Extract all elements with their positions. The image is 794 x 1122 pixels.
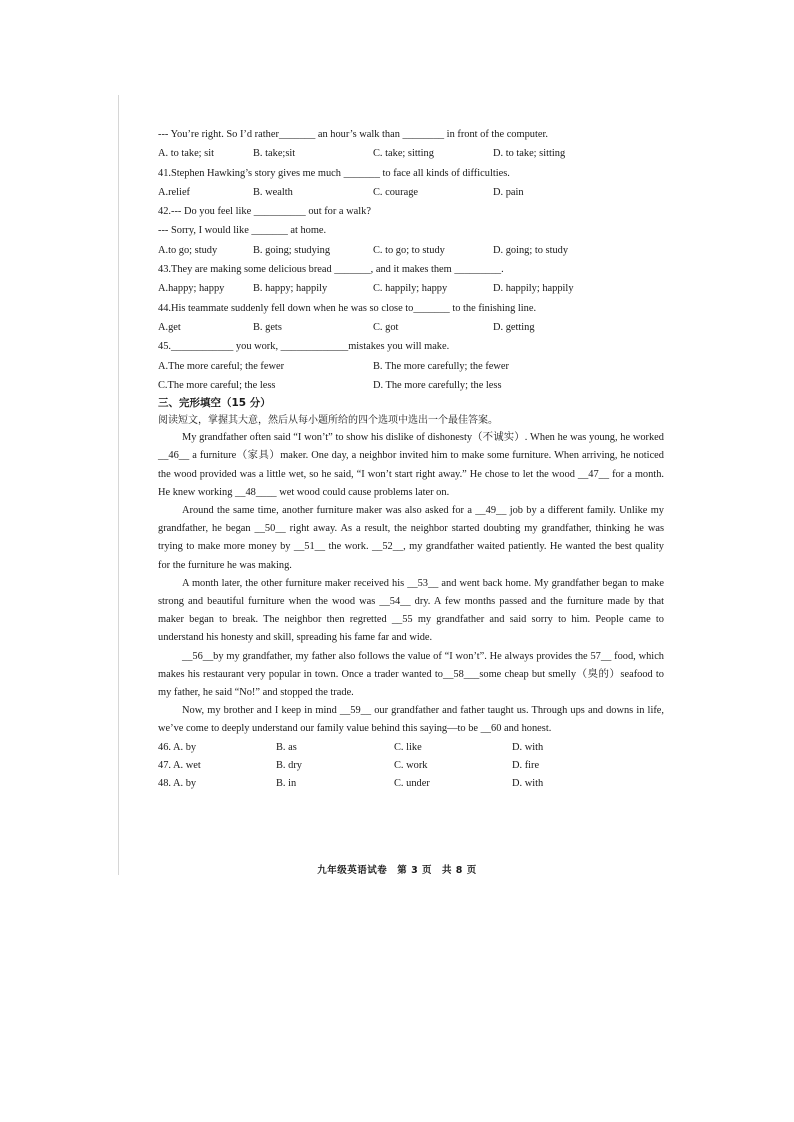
option-c: C.The more careful; the less	[158, 379, 276, 391]
answer-row-47	[158, 757, 664, 775]
answer-row-46	[158, 739, 664, 757]
option-b: B. gets	[253, 321, 282, 333]
option-d: D. to take; sitting	[493, 148, 566, 160]
question-43-options	[158, 279, 664, 298]
answer-48-b: B. in	[276, 777, 297, 789]
answer-48-c: C. under	[394, 777, 430, 789]
question-45-options-row1	[158, 357, 664, 376]
question-42-line2: --- Sorry, I would like _______ at home.	[158, 225, 327, 237]
question-40-line: --- You’re right. So I’d rather_______ an hour’s walk than ________ in front of the computer.	[158, 129, 548, 140]
option-a: A.get	[158, 321, 181, 333]
answer-46-a: 46. A. by	[158, 741, 197, 753]
passage-paragraph: __56__by my grandfather, my father also follows the value of “I won’t”. He always provides the 57__ food, which makes his restaurant very popular in town. Once a trader wanted to__58___some cheap but smelly（臭的）seafood to my father, he said “No!” and stopped the trade.	[158, 650, 664, 698]
question-44-stem: 44.His teammate suddenly fell down when he was so close to_______ to the finishing line.	[158, 302, 537, 314]
page-footer: 九年级英语试卷 第 3 页 共 8 页	[317, 865, 477, 876]
option-a: A.happy; happy	[158, 283, 225, 295]
option-b: B. happy; happily	[253, 283, 328, 295]
answer-46-b: B. as	[276, 741, 297, 753]
cloze-passage	[158, 429, 664, 738]
question-42-stem: 42.--- Do you feel like __________ out for a walk?	[158, 206, 371, 218]
option-d: D. The more carefully; the less	[373, 379, 502, 391]
answer-46-c: C. like	[394, 741, 422, 753]
option-a: A.relief	[158, 186, 191, 198]
option-a: A.The more careful; the fewer	[158, 360, 285, 372]
exam-page	[158, 125, 664, 793]
answer-47-d: D. fire	[512, 759, 540, 771]
option-c: C. happily; happy	[373, 283, 448, 295]
answer-47-a: 47. A. wet	[158, 759, 201, 771]
section-heading: 三、完形填空（15 分）	[158, 397, 271, 410]
passage-paragraph: My grandfather often said “I won’t” to show his dislike of dishonesty（不诚实）. When he was young, he worked __46__ a furniture（家具）maker. One day, a neighbor invited him to make some furniture. When arriving, he noticed the wood provided was a little wet, so he said, “I won’t start right away.” He chose to let the wood __47__ for a month. He knew working __48____ wet wood could cause problems later on.	[158, 432, 664, 498]
answer-47-b: B. dry	[276, 759, 302, 771]
option-a: A.to go; study	[158, 244, 218, 256]
question-45-options-row2	[158, 376, 664, 395]
question-42-options	[158, 241, 664, 260]
option-b: B. The more carefully; the fewer	[373, 360, 509, 372]
answer-row-48	[158, 775, 664, 793]
option-b: B. take;sit	[253, 148, 296, 160]
option-d: D. going; to study	[493, 244, 569, 256]
option-d: D. happily; happily	[493, 283, 574, 295]
passage-paragraph: A month later, the other furniture maker received his __53__ and went back home. My grandfather began to make strong and beautiful furniture when the wood was __54__ dry. A few months passed and the furniture made by that maker began to break. The neighbor then regretted __55 my grandfather and said sorry to him. People came to understand his honesty and skill, spreading his fame far and wide.	[158, 577, 664, 644]
option-d: D. getting	[493, 321, 535, 333]
option-d: D. pain	[493, 186, 524, 198]
answer-48-d: D. with	[512, 777, 544, 789]
passage-paragraph: Now, my brother and I keep in mind __59__ our grandfather and father taught us. Through ups and downs in life, we’ve come to deeply understand our family value behind this saying—to be __60 and honest.	[158, 705, 664, 735]
question-41-stem: 41.Stephen Hawking’s story gives me much _______ to face all kinds of difficulties.	[158, 167, 510, 179]
question-43-stem: 43.They are making some delicious bread _______, and it makes them _________.	[158, 264, 504, 276]
answer-47-c: C. work	[394, 759, 428, 771]
question-41-options	[158, 183, 664, 202]
option-c: C. got	[373, 321, 399, 333]
option-b: B. going; studying	[253, 244, 331, 256]
option-c: C. to go; to study	[373, 244, 445, 256]
question-45-stem: 45.____________ you work, _____________mistakes you will make.	[158, 341, 450, 353]
scan-edge-line	[118, 95, 119, 875]
option-c: C. take; sitting	[373, 148, 434, 160]
option-b: B. wealth	[253, 186, 293, 198]
answer-46-d: D. with	[512, 741, 544, 753]
option-c: C. courage	[373, 186, 419, 198]
section-instruction: 阅读短文，掌握其大意，然后从每小题所给的四个选项中选出一个最佳答案。	[158, 415, 498, 427]
question-44-options	[158, 318, 664, 337]
answer-48-a: 48. A. by	[158, 777, 197, 789]
question-40-options	[158, 144, 664, 163]
option-a: A. to take; sit	[158, 148, 214, 160]
passage-paragraph: Around the same time, another furniture maker was also asked for a __49__ job by a different family. Unlike my grandfather, he began __50__ right away. As a result, the neighbor started doubting my grandfather, thinking he was trying to make more money by __51__ the work. __52__, my grandfather waited patiently. He wanted the best quality for the furniture he was making.	[158, 504, 664, 571]
